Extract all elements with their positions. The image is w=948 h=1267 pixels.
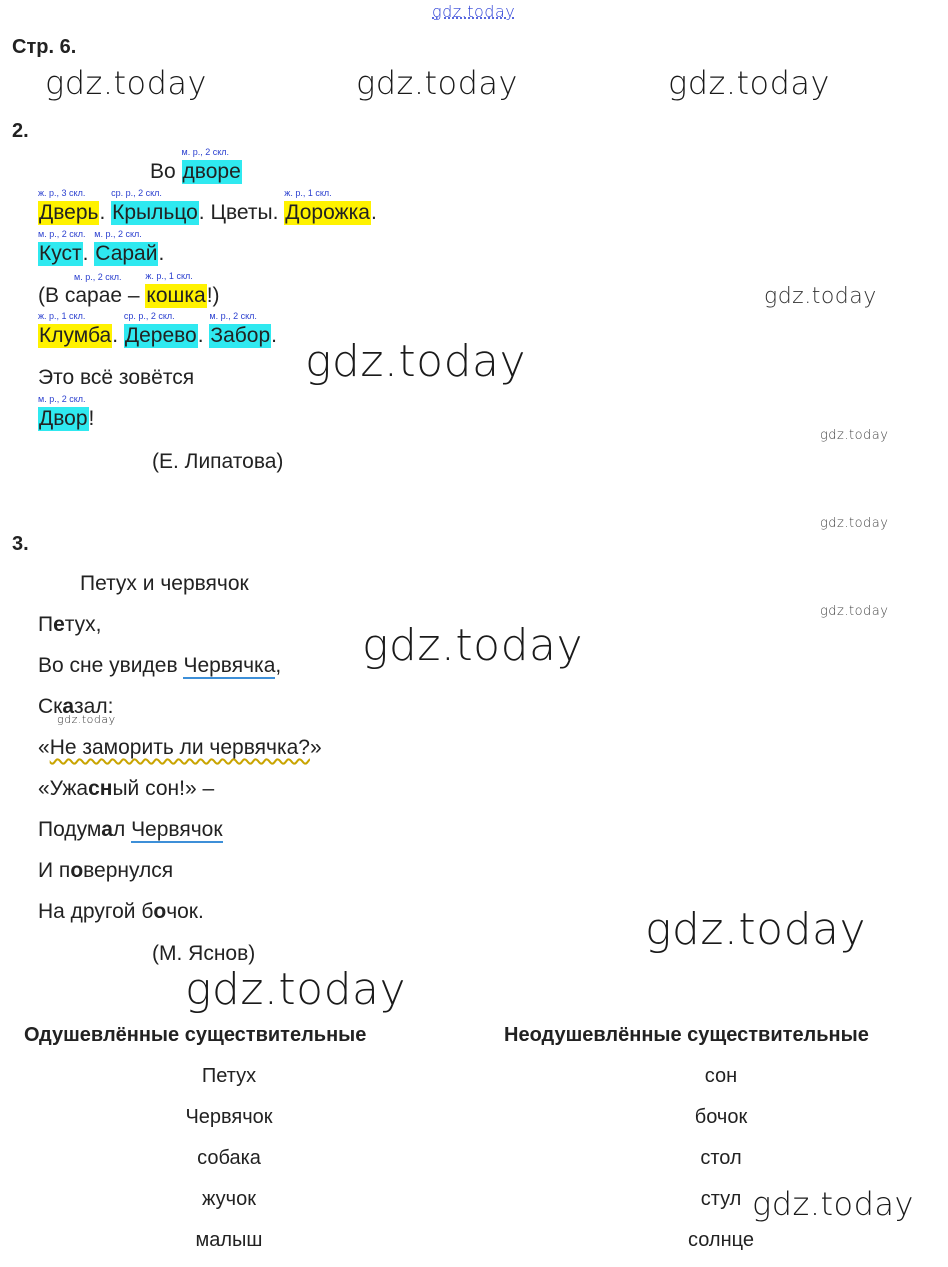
- poem-line: (В сарае – ж. р., 1 скл. кошка!): [38, 271, 220, 307]
- table-cell: стул: [700, 1188, 742, 1210]
- poem-author: (Е. Липатова): [152, 450, 284, 473]
- highlighted-noun: ж. р., 1 скл. кошка: [145, 271, 206, 307]
- watermark: gdz.today: [362, 620, 584, 671]
- watermark: gdz.today: [45, 64, 207, 102]
- poem-line: И повернулся: [38, 859, 174, 882]
- poem-line: «Не заморить ли червячка?»: [38, 736, 322, 759]
- table-cell: малыш: [195, 1229, 263, 1251]
- poem-line: Сказал:: [38, 695, 114, 718]
- watermark: gdz.today: [645, 904, 867, 955]
- poem-line: Во м. р., 2 скл. дворе: [150, 147, 241, 183]
- poem-line: ж. р., 1 скл. Клумба. ср. р., 2 скл. Дерево. м. р., 2 скл. Забор.: [38, 311, 277, 347]
- watermark: gdz.today: [668, 64, 830, 102]
- watermark: gdz.today: [185, 964, 407, 1015]
- highlighted-noun: ж. р., 1 скл. Клумба: [38, 311, 112, 347]
- table-cell: собака: [197, 1147, 261, 1169]
- table-cell: сон: [704, 1065, 738, 1087]
- underlined-subject: Червячка: [183, 654, 276, 677]
- watermark: gdz.today: [305, 336, 527, 387]
- watermark-top: gdz.today: [432, 2, 516, 21]
- grammar-note: м. р., 2 скл.: [74, 272, 122, 282]
- task-2-number: 2.: [12, 120, 29, 142]
- table-cell: бочок: [694, 1106, 748, 1128]
- column-header-animate: Одушевлённые существительные: [24, 1024, 367, 1046]
- highlighted-noun: ср. р., 2 скл. Дерево: [123, 311, 197, 347]
- poem-line: Подумал Червячок: [38, 818, 223, 841]
- poem-line: Во сне увидев Червячка,: [38, 654, 282, 677]
- poem-author: (М. Яснов): [152, 942, 256, 965]
- watermark: gdz.today: [764, 284, 877, 309]
- table-cell: Петух: [201, 1065, 257, 1087]
- poem-line: На другой бочок.: [38, 900, 204, 923]
- poem-line: Петух,: [38, 613, 102, 636]
- highlighted-noun: ср. р., 2 скл. Крыльцо: [111, 188, 198, 224]
- page-label: Стр. 6.: [12, 36, 77, 58]
- table-cell: солнце: [688, 1229, 754, 1251]
- highlighted-noun: м. р., 2 скл. Двор: [38, 394, 88, 430]
- poem-line: «Ужасный сон!» –: [38, 777, 215, 800]
- poem-line: Это всё зовётся: [38, 366, 195, 389]
- poem-title: Петух и червячок: [80, 572, 249, 595]
- table-cell: стол: [700, 1147, 742, 1169]
- poem-line: м. р., 2 скл. Двор!: [38, 394, 95, 430]
- highlighted-noun: м. р., 2 скл. Куст: [38, 229, 86, 265]
- task-3-number: 3.: [12, 533, 29, 555]
- watermark: gdz.today: [820, 428, 889, 443]
- column-header-inanimate: Неодушевлённые существительные: [504, 1024, 869, 1046]
- table-cell: Червячок: [185, 1106, 273, 1128]
- highlighted-noun: м. р., 2 скл. дворе: [181, 147, 241, 183]
- watermark: gdz.today: [752, 1185, 914, 1223]
- wavy-underlined-phrase: Не заморить ли червячка?: [49, 736, 310, 759]
- highlighted-noun: м. р., 2 скл. Забор: [209, 311, 271, 347]
- underlined-subject: Червячок: [131, 818, 223, 841]
- watermark: gdz.today: [356, 64, 518, 102]
- watermark: gdz.today: [57, 713, 116, 726]
- poem-line: ж. р., 3 скл. Дверь. ср. р., 2 скл. Крыльцо. Цветы. ж. р., 1 скл. Дорожка.: [38, 188, 377, 224]
- highlighted-noun: ж. р., 3 скл. Дверь: [38, 188, 99, 224]
- table-cell: жучок: [202, 1188, 256, 1210]
- highlighted-noun: ж. р., 1 скл. Дорожка: [284, 188, 370, 224]
- watermark: gdz.today: [820, 516, 889, 531]
- watermark: gdz.today: [820, 604, 889, 619]
- poem-line: м. р., 2 скл. Куст. м. р., 2 скл. Сарай.: [38, 229, 165, 265]
- highlighted-noun: м. р., 2 скл. Сарай: [94, 229, 158, 265]
